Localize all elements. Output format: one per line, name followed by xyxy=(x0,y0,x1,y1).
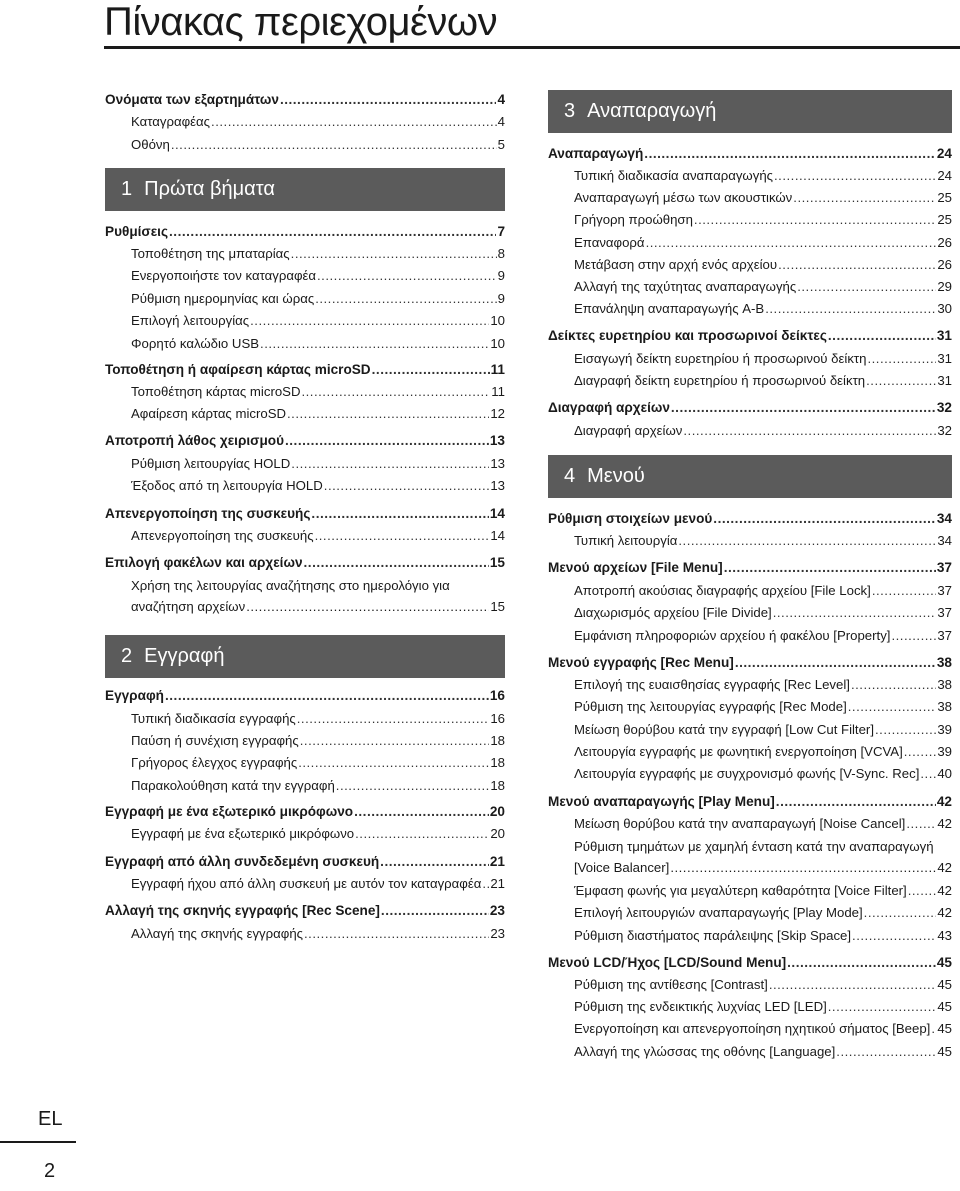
dot-leader xyxy=(864,905,937,921)
toc-entry-label: Ρύθμιση στοιχείων μενού xyxy=(548,511,713,526)
page-number-ref: 45 xyxy=(936,955,952,970)
page-number-ref: 39 xyxy=(937,722,952,737)
page-number-ref: 38 xyxy=(937,699,952,714)
page-number-ref: 5 xyxy=(497,137,505,152)
toc-entry-label: Ρύθμιση λειτουργίας HOLD xyxy=(131,456,291,471)
dot-leader xyxy=(304,555,489,571)
page-number-ref: 24 xyxy=(936,146,952,161)
toc-section-entry[interactable] xyxy=(105,804,505,820)
dot-leader xyxy=(355,826,489,842)
page-number-ref: 14 xyxy=(490,528,505,543)
page-number-ref: 10 xyxy=(490,336,505,351)
dot-leader xyxy=(867,351,936,367)
dot-leader xyxy=(920,766,936,782)
toc-entry[interactable] xyxy=(548,533,952,549)
toc-entry-label: Μενού LCD/Ήχος [LCD/Sound Menu] xyxy=(548,955,787,970)
page-number-ref: 39 xyxy=(937,744,952,759)
toc-entry-label-continued: [Voice Balancer] xyxy=(574,860,670,875)
toc-entry[interactable] xyxy=(105,926,505,942)
page-number-ref: 42 xyxy=(936,794,952,809)
dot-leader xyxy=(670,857,936,878)
toc-entry-label: Διαγραφή αρχείων xyxy=(548,400,670,415)
toc-entry[interactable] xyxy=(548,212,952,228)
toc-entry-label: Αλλαγή της ταχύτητας αναπαραγωγής xyxy=(574,279,797,294)
dot-leader xyxy=(165,688,489,704)
page-number-ref: 16 xyxy=(489,688,505,703)
chapter-heading xyxy=(548,90,952,133)
dot-leader xyxy=(848,699,937,715)
page-number-ref: 45 xyxy=(937,1044,952,1059)
toc-entry[interactable] xyxy=(105,733,505,749)
page-number-ref: 25 xyxy=(937,212,952,227)
toc-entry[interactable] xyxy=(548,1021,952,1037)
toc-section-entry[interactable] xyxy=(105,506,505,522)
toc-entry[interactable] xyxy=(548,928,952,944)
toc-entry-label: Φορητό καλώδιο USB xyxy=(131,336,260,351)
dot-leader xyxy=(317,268,497,284)
dot-leader xyxy=(250,313,489,329)
page-number-ref: 12 xyxy=(490,406,505,421)
toc-entry[interactable] xyxy=(548,999,952,1015)
toc-entry-label: Επιλογή φακέλων και αρχείων xyxy=(105,555,303,570)
dot-leader xyxy=(372,362,490,378)
toc-entry[interactable] xyxy=(105,313,505,329)
toc-entry-label: Ενεργοποιήστε τον καταγραφέα xyxy=(131,268,317,283)
dot-leader xyxy=(694,212,936,228)
toc-entry-label: Ρυθμίσεις xyxy=(105,224,169,239)
page-number-ref: 24 xyxy=(937,168,952,183)
toc-entry-label: Εισαγωγή δείκτη ευρετηρίου ή προσωρινού δείκτη xyxy=(574,351,867,366)
dot-leader xyxy=(280,92,496,108)
toc-entry[interactable] xyxy=(548,605,952,621)
toc-entry-label: Καταγραφέας xyxy=(131,114,211,129)
toc-entry-line xyxy=(131,596,505,617)
footer-rule xyxy=(0,1141,76,1143)
toc-entry-label: Ρύθμιση ημερομηνίας και ώρας xyxy=(131,291,315,306)
toc-entry-line xyxy=(574,857,952,878)
toc-entry[interactable] xyxy=(105,711,505,727)
toc-entry[interactable] xyxy=(105,384,505,400)
toc-entry-label: Αφαίρεση κάρτας microSD xyxy=(131,406,287,421)
dot-leader xyxy=(931,1021,936,1037)
toc-entry[interactable] xyxy=(548,351,952,367)
toc-entry[interactable] xyxy=(574,836,952,878)
dot-leader xyxy=(872,583,937,599)
dot-leader xyxy=(851,677,936,693)
toc-entry-label: Μετάβαση στην αρχή ενός αρχείου xyxy=(574,257,778,272)
toc-entry[interactable] xyxy=(548,677,952,693)
page-number-ref: 45 xyxy=(937,977,952,992)
toc-entry-label: Γρήγορη προώθηση xyxy=(574,212,693,227)
toc-section-entry[interactable] xyxy=(105,903,505,919)
toc-entry-label: Λειτουργία εγγραφής με συγχρονισμό φωνής [V-Sync. Rec] xyxy=(574,766,920,781)
page-number-ref: 13 xyxy=(490,478,505,493)
toc-entry[interactable] xyxy=(105,137,505,153)
chapter-number: 1 xyxy=(121,178,133,200)
page-number-ref: 8 xyxy=(497,246,505,261)
page-number-ref: 23 xyxy=(489,903,505,918)
toc-entry-label: Εγγραφή από άλλη συνδεδεμένη συσκευή xyxy=(105,854,380,869)
page-number-ref: 29 xyxy=(937,279,952,294)
chapter-title: Πρώτα βήματα xyxy=(144,178,275,200)
toc-entry-label: Τοποθέτηση ή αφαίρεση κάρτας microSD xyxy=(105,362,371,377)
toc-entry[interactable] xyxy=(105,876,505,892)
toc-entry-label: Αλλαγή της γλώσσας της οθόνης [Language] xyxy=(574,1044,836,1059)
page-number-ref: 26 xyxy=(937,235,952,250)
page-number-ref: 9 xyxy=(497,268,505,283)
toc-entry-label: Διαγραφή αρχείων xyxy=(574,423,683,438)
page-number-ref: 31 xyxy=(937,351,952,366)
chapter-title: Μενού xyxy=(587,465,645,487)
toc-entry-label: Τυπική διαδικασία αναπαραγωγής xyxy=(574,168,774,183)
dot-leader xyxy=(836,1044,936,1060)
toc-section-entry[interactable] xyxy=(105,224,505,240)
dot-leader xyxy=(297,711,490,727)
page-number-ref: 26 xyxy=(937,257,952,272)
page-number-ref: 18 xyxy=(490,778,505,793)
toc-entry-label: Επιλογή της ευαισθησίας εγγραφής [Rec Level] xyxy=(574,677,850,692)
page-number-ref: 43 xyxy=(937,928,952,943)
dot-leader xyxy=(171,137,497,153)
dot-leader xyxy=(291,246,497,262)
toc-entry-label: Ρύθμιση της λειτουργίας εγγραφής [Rec Mode] xyxy=(574,699,847,714)
toc-entry-label: Επαναφορά xyxy=(574,235,645,250)
dot-leader xyxy=(211,114,497,130)
dot-leader xyxy=(298,755,489,771)
page-number-ref: 42 xyxy=(937,905,952,920)
toc-entry[interactable] xyxy=(548,1044,952,1060)
page-number-ref: 40 xyxy=(937,766,952,781)
chapter-heading xyxy=(105,168,505,211)
toc-entry-label: Επιλογή λειτουργιών αναπαραγωγής [Play Mode] xyxy=(574,905,863,920)
toc-entry-label: Έξοδος από τη λειτουργία HOLD xyxy=(131,478,323,493)
toc-entry-label: Αναπαραγωγή μέσω των ακουστικών xyxy=(574,190,793,205)
toc-entry[interactable] xyxy=(548,168,952,184)
dot-leader xyxy=(482,876,489,892)
toc-entry[interactable] xyxy=(548,722,952,738)
dot-leader xyxy=(828,999,937,1015)
dot-leader xyxy=(301,384,490,400)
dot-leader xyxy=(776,794,936,810)
page-number-ref: 18 xyxy=(490,733,505,748)
dot-leader xyxy=(354,804,489,820)
toc-section-entry[interactable] xyxy=(105,688,505,704)
dot-leader xyxy=(778,257,936,273)
page-title: Πίνακας περιεχομένων xyxy=(104,0,498,44)
toc-entry[interactable] xyxy=(548,744,952,760)
toc-entry-label: Παύση ή συνέχιση εγγραφής xyxy=(131,733,299,748)
dot-leader xyxy=(769,977,937,993)
toc-entry[interactable] xyxy=(105,478,505,494)
page-number-ref: 20 xyxy=(490,826,505,841)
page-number-ref: 31 xyxy=(937,373,952,388)
toc-entry[interactable] xyxy=(105,268,505,284)
chapter-number: 3 xyxy=(564,100,576,122)
dot-leader xyxy=(315,291,496,307)
toc-entry[interactable] xyxy=(105,406,505,422)
toc-section-entry[interactable] xyxy=(548,146,952,162)
page-number: 2 xyxy=(44,1160,56,1182)
toc-entry[interactable] xyxy=(548,905,952,921)
toc-entry-label: Αποτροπή λάθος χειρισμού xyxy=(105,433,284,448)
toc-entry-label: Απενεργοποίηση της συσκευής xyxy=(131,528,314,543)
dot-leader xyxy=(324,478,490,494)
toc-entry[interactable] xyxy=(548,279,952,295)
page-number-ref: 42 xyxy=(937,816,952,831)
toc-entry-label: Μενού εγγραφής [Rec Menu] xyxy=(548,655,734,670)
page-number-ref: 34 xyxy=(937,533,952,548)
dot-leader xyxy=(797,279,936,295)
toc-entry-label: Τυπική διαδικασία εγγραφής xyxy=(131,711,296,726)
dot-leader xyxy=(904,744,937,760)
dot-leader xyxy=(891,628,936,644)
page-number-ref: 32 xyxy=(937,423,952,438)
dot-leader xyxy=(774,168,936,184)
toc-entry-label: Αλλαγή της σκηνής εγγραφής xyxy=(131,926,304,941)
page-number-ref: 42 xyxy=(937,883,952,898)
toc-section-entry[interactable] xyxy=(105,854,505,870)
toc-entry[interactable] xyxy=(548,301,952,317)
toc-entry[interactable] xyxy=(105,114,505,130)
chapter-heading xyxy=(548,455,952,498)
page-number-ref: 11 xyxy=(490,362,505,377)
toc-section-entry[interactable] xyxy=(105,92,505,108)
dot-leader xyxy=(291,456,489,472)
dot-leader xyxy=(300,733,490,749)
toc-entry[interactable] xyxy=(548,766,952,782)
toc-entry-label: Δείκτες ευρετηρίου και προσωρινοί δείκτες xyxy=(548,328,827,343)
page-number-ref: 23 xyxy=(490,926,505,941)
dot-leader xyxy=(875,722,936,738)
page-number-ref: 32 xyxy=(936,400,952,415)
chapter-number: 4 xyxy=(564,465,576,487)
dot-leader xyxy=(852,928,936,944)
page-number-ref: 4 xyxy=(497,114,505,129)
page-number-ref: 37 xyxy=(937,583,952,598)
toc-entry-label: Ρύθμιση τμημάτων με χαμηλή ένταση κατά την αναπαραγωγή xyxy=(574,839,934,854)
dot-leader xyxy=(311,506,488,522)
chapter-title: Εγγραφή xyxy=(144,645,225,667)
dot-leader xyxy=(906,816,936,832)
toc-entry-label-continued: αναζήτηση αρχείων xyxy=(131,599,246,614)
dot-leader xyxy=(315,528,490,544)
toc-entry[interactable] xyxy=(105,755,505,771)
language-label: EL xyxy=(38,1108,63,1130)
dot-leader xyxy=(908,883,937,899)
toc-entry[interactable] xyxy=(105,826,505,842)
page-number-ref: 13 xyxy=(490,456,505,471)
dot-leader xyxy=(828,328,936,344)
toc-entry-label: Αποτροπή ακούσιας διαγραφής αρχείου [File Lock] xyxy=(574,583,871,598)
toc-entry-label: Εγγραφή xyxy=(105,688,164,703)
toc-entry-label: Οθόνη xyxy=(131,137,170,152)
page-number-ref: 10 xyxy=(490,313,505,328)
toc-entry-label: Ρύθμιση διαστήματος παράλειψης [Skip Space] xyxy=(574,928,852,943)
chapter-number: 2 xyxy=(121,645,133,667)
toc-entry-label: Χρήση της λειτουργίας αναζήτησης στο ημερολόγιο για xyxy=(131,578,450,593)
toc-entry[interactable] xyxy=(548,977,952,993)
toc-entry[interactable] xyxy=(548,883,952,899)
page-number-ref: 37 xyxy=(937,605,952,620)
toc-entry-label: Επιλογή λειτουργίας xyxy=(131,313,250,328)
toc-entry-label: Μείωση θορύβου κατά την εγγραφή [Low Cut Filter] xyxy=(574,722,874,737)
toc-entry-label: Τυπική λειτουργία xyxy=(574,533,678,548)
toc-entry-label: Μενού αρχείων [File Menu] xyxy=(548,560,723,575)
toc-entry-label: Ρύθμιση της ενδεικτικής λυχνίας LED [LED] xyxy=(574,999,827,1014)
dot-leader xyxy=(735,655,936,671)
toc-entry-label: Μείωση θορύβου κατά την αναπαραγωγή [Noise Cancel] xyxy=(574,816,906,831)
page-number-ref: 45 xyxy=(937,999,952,1014)
dot-leader xyxy=(866,373,936,389)
page-number-ref: 7 xyxy=(497,224,505,239)
toc-section-entry[interactable] xyxy=(548,955,952,971)
page-number-ref: 16 xyxy=(490,711,505,726)
page-number-ref: 15 xyxy=(489,555,505,570)
page-number-ref: 38 xyxy=(937,677,952,692)
toc-entry-label: Εγγραφή με ένα εξωτερικό μικρόφωνο xyxy=(131,826,355,841)
toc-entry-label: Μενού αναπαραγωγής [Play Menu] xyxy=(548,794,775,809)
toc-entry[interactable] xyxy=(105,291,505,307)
dot-leader xyxy=(260,336,489,352)
page-number-ref: 11 xyxy=(491,384,505,399)
toc-entry-label: Ενεργοποίηση και απενεργοποίηση ηχητικού σήματος [Beep] xyxy=(574,1021,931,1036)
page-number-ref: 38 xyxy=(936,655,952,670)
toc-entry[interactable] xyxy=(548,583,952,599)
dot-leader xyxy=(246,596,489,617)
toc-entry-label: Παρακολούθηση κατά την εγγραφή xyxy=(131,778,335,793)
page-number-ref: 34 xyxy=(936,511,952,526)
toc-entry-label: Γρήγορος έλεγχος εγγραφής xyxy=(131,755,298,770)
toc-section-entry[interactable] xyxy=(105,555,505,571)
toc-entry-label: Διαγραφή δείκτη ευρετηρίου ή προσωρινού δείκτη xyxy=(574,373,866,388)
page-number-ref: 21 xyxy=(490,876,505,891)
toc-entry[interactable] xyxy=(105,456,505,472)
page-number-ref: 37 xyxy=(936,560,952,575)
dot-leader xyxy=(285,433,489,449)
dot-leader xyxy=(787,955,936,971)
page-number-ref: 20 xyxy=(489,804,505,819)
toc-entry[interactable] xyxy=(131,575,505,617)
toc-section-entry[interactable] xyxy=(548,560,952,576)
dot-leader xyxy=(287,406,489,422)
dot-leader xyxy=(380,854,489,870)
toc-entry-label: Εγγραφή με ένα εξωτερικό μικρόφωνο xyxy=(105,804,354,819)
page-number-ref: 31 xyxy=(936,328,952,343)
toc-entry-label: Λειτουργία εγγραφής με φωνητική ενεργοποίηση [VCVA] xyxy=(574,744,903,759)
toc-entry[interactable] xyxy=(548,699,952,715)
chapter-title: Αναπαραγωγή xyxy=(587,100,717,122)
toc-section-entry[interactable] xyxy=(548,511,952,527)
toc-entry-label: Αναπαραγωγή xyxy=(548,146,644,161)
toc-section-entry[interactable] xyxy=(105,362,505,378)
page-number-ref: 13 xyxy=(489,433,505,448)
page-number-ref: 15 xyxy=(490,599,505,614)
page-number-ref: 30 xyxy=(937,301,952,316)
dot-leader xyxy=(336,778,490,794)
dot-leader xyxy=(765,301,936,317)
toc-entry-label: Έμφαση φωνής για μεγαλύτερη καθαρότητα [Voice Filter] xyxy=(574,883,907,898)
toc-entry[interactable] xyxy=(105,778,505,794)
page-number-ref: 37 xyxy=(937,628,952,643)
dot-leader xyxy=(683,423,936,439)
toc-entry-label: Απενεργοποίηση της συσκευής xyxy=(105,506,311,521)
page-number-ref: 4 xyxy=(497,92,505,107)
toc-entry[interactable] xyxy=(548,628,952,644)
toc-entry-label: Ρύθμιση της αντίθεσης [Contrast] xyxy=(574,977,768,992)
toc-section-entry[interactable] xyxy=(548,400,952,416)
toc-section-entry[interactable] xyxy=(548,328,952,344)
dot-leader xyxy=(304,926,489,942)
dot-leader xyxy=(678,533,936,549)
page-number-ref: 18 xyxy=(490,755,505,770)
page-number-ref: 14 xyxy=(489,506,505,521)
toc-section-entry[interactable] xyxy=(105,433,505,449)
page-number-ref: 25 xyxy=(937,190,952,205)
title-rule xyxy=(104,46,960,49)
toc-entry-label: Επανάληψη αναπαραγωγής A-B xyxy=(574,301,765,316)
toc-entry[interactable] xyxy=(105,528,505,544)
toc-entry[interactable] xyxy=(548,816,952,832)
toc-entry[interactable] xyxy=(105,336,505,352)
dot-leader xyxy=(646,235,937,251)
page-number-ref: 42 xyxy=(937,860,952,875)
dot-leader xyxy=(644,146,936,162)
chapter-heading xyxy=(105,635,505,678)
page-number-ref: 21 xyxy=(489,854,505,869)
toc-entry[interactable] xyxy=(548,257,952,273)
toc-entry-label: Εμφάνιση πληροφοριών αρχείου ή φακέλου [Property] xyxy=(574,628,891,643)
dot-leader xyxy=(381,903,489,919)
toc-entry-label: Εγγραφή ήχου από άλλη συσκευή με αυτόν τον καταγραφέα xyxy=(131,876,482,891)
toc-entry-label: Αλλαγή της σκηνής εγγραφής [Rec Scene] xyxy=(105,903,380,918)
toc-entry-label: Ονόματα των εξαρτημάτων xyxy=(105,92,279,107)
dot-leader xyxy=(793,190,936,206)
dot-leader xyxy=(671,400,936,416)
toc-entry[interactable] xyxy=(548,423,952,439)
toc-section-entry[interactable] xyxy=(548,794,952,810)
dot-leader xyxy=(169,224,496,240)
toc-entry-label: Διαχωρισμός αρχείου [File Divide] xyxy=(574,605,772,620)
page-number-ref: 9 xyxy=(497,291,505,306)
toc-entry-label: Τοποθέτηση της μπαταρίας xyxy=(131,246,290,261)
toc-entry[interactable] xyxy=(548,235,952,251)
dot-leader xyxy=(724,560,936,576)
toc-entry[interactable] xyxy=(105,246,505,262)
toc-section-entry[interactable] xyxy=(548,655,952,671)
toc-entry[interactable] xyxy=(548,373,952,389)
dot-leader xyxy=(713,511,936,527)
toc-entry[interactable] xyxy=(548,190,952,206)
page-number-ref: 45 xyxy=(937,1021,952,1036)
toc-entry-label: Τοποθέτηση κάρτας microSD xyxy=(131,384,301,399)
dot-leader xyxy=(773,605,937,621)
